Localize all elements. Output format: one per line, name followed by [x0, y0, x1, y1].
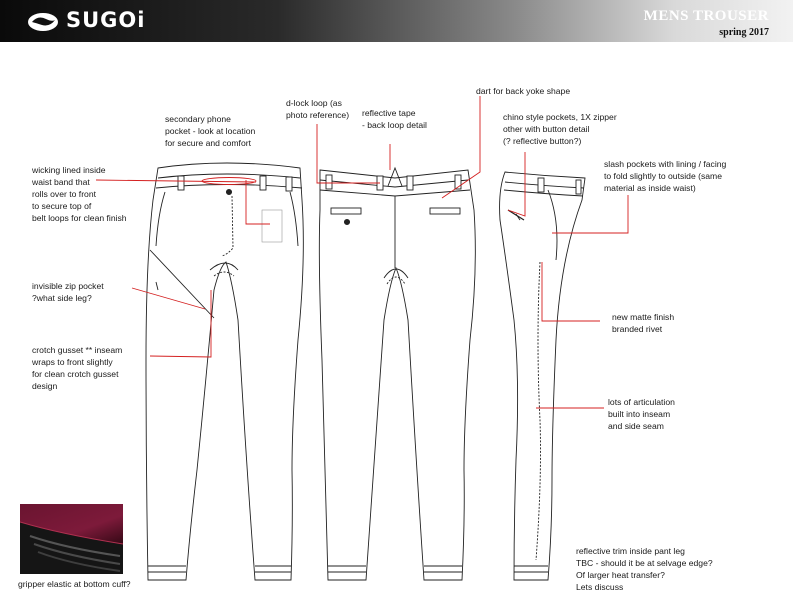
gripper-elastic-photo	[20, 504, 123, 574]
note-slash-pockets: slash pockets with lining / facing to fold slightly to outside (same material as inside waist)	[604, 159, 727, 193]
note-gripper-elastic: gripper elastic at bottom cuff?	[18, 579, 131, 589]
note-secondary-phone-pocket: secondary phone pocket - look at location for secure and comfort	[165, 114, 256, 148]
note-articulation: lots of articulation built into inseam and side seam	[608, 397, 675, 431]
front-view-trouser	[146, 163, 303, 580]
note-reflective-tape: reflective tape - back loop detail	[362, 108, 427, 130]
note-dart-back-yoke: dart for back yoke shape	[476, 86, 571, 96]
back-view-trouser	[319, 168, 475, 580]
note-reflective-trim: reflective trim inside pant leg TBC - should it be at selvage edge? Of larger heat transfer? Lets discuss	[576, 546, 713, 592]
page-title: MENS TROUSER	[643, 8, 769, 24]
note-branded-rivet: new matte finish branded rivet	[612, 312, 675, 334]
brand-name: SUGOi	[66, 8, 146, 32]
season-label: spring 2017	[719, 27, 769, 38]
note-crotch-gusset: crotch gusset ** inseam wraps to front slightly for clean crotch gusset design	[32, 345, 123, 391]
note-invisible-zip-pocket: invisible zip pocket ?what side leg?	[32, 281, 104, 303]
note-d-lock-loop: d-lock loop (as photo reference)	[286, 98, 350, 120]
note-wicking-waistband: wicking lined inside waist band that rolls over to front to secure top of belt loops for clean finish	[32, 165, 127, 223]
note-chino-pockets: chino style pockets, 1X zipper other with button detail (? reflective button?)	[503, 112, 617, 146]
